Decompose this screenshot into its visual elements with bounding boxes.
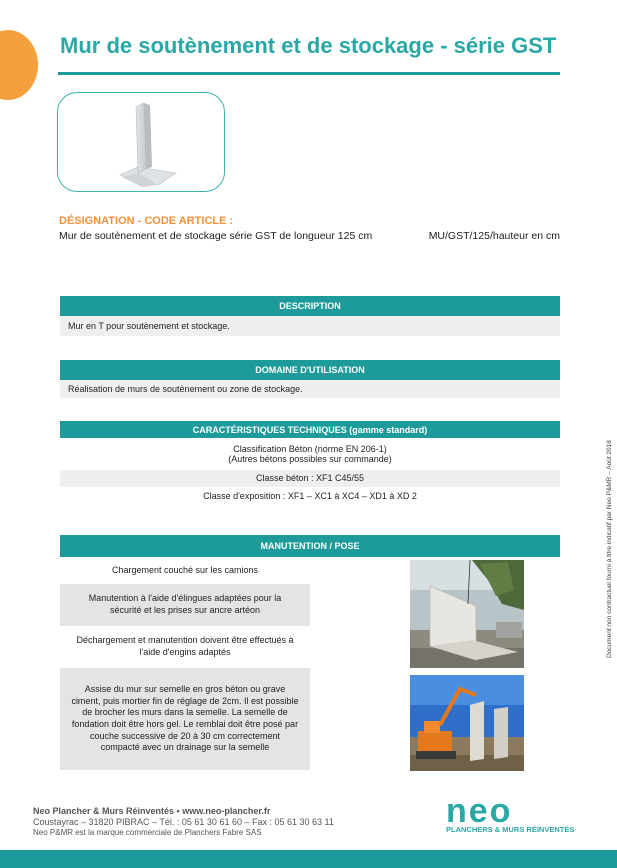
bottom-band [0, 850, 617, 868]
footer-company: Neo Plancher & Murs Réinventés • www.neo-plancher.fr [33, 806, 271, 816]
manutention-item-dechargement-line2: l'aide d'engins adaptés [139, 647, 231, 657]
footer-legal: Neo P&MR est la marque commerciale de Planchers Fabre SAS [33, 828, 262, 837]
domaine-header: DOMAINE D'UTILISATION [60, 360, 560, 380]
article-code: MU/GST/125/hauteur en cm [428, 230, 560, 242]
manutention-item-elingues-line2: sécurité et les prises sur ancre artéon [109, 605, 261, 615]
footer-address: Coustayrac – 31820 PIBRAC – Tél. : 05 61 30 61 60 – Fax : 05 61 30 63 11 [33, 817, 334, 827]
neo-logo-tagline: PLANCHERS & MURS RÉINVENTÉS [446, 825, 575, 834]
manutention-header: MANUTENTION / POSE [60, 535, 560, 557]
page-title: Mur de soutènement et de stockage - série GST [60, 33, 557, 58]
carac-classification-line2: (Autres bétons possibles sur commande) [228, 454, 392, 464]
manutention-item-elingues [60, 584, 310, 626]
wall-installation-photo [410, 675, 524, 771]
manutention-item-dechargement [60, 630, 310, 664]
carac-classification [60, 444, 560, 464]
neo-logo-word: neo [446, 792, 513, 830]
wall-handling-photo [410, 560, 524, 668]
carac-classification-line1: Classification Béton (norme EN 206-1) [233, 444, 387, 454]
carac-classe-beton: Classe béton : XF1 C45/55 [60, 470, 560, 487]
manutention-item-elingues-line1: Manutention à l'aide d'élingues adaptées pour la [88, 593, 282, 604]
designation-label: DÉSIGNATION - CODE ARTICLE : [59, 215, 234, 227]
neo-logo [440, 792, 590, 838]
wall-installation-photo-graphic [410, 675, 524, 771]
domaine-text: Réalisation de murs de soutènement ou zone de stockage. [60, 380, 560, 398]
manutention-item-dechargement-line1: Déchargement et manutention doivent être effectués à [76, 635, 294, 646]
manutention-item-chargement: Chargement couché sur les camions [111, 565, 259, 576]
t-wall-product-image [58, 93, 225, 192]
description-text: Mur en T pour soutènement et stockage. [60, 316, 560, 336]
product-image-frame [57, 92, 225, 192]
orange-corner-tab [0, 30, 38, 100]
title-underline [58, 72, 560, 75]
caracteristiques-header: CARACTÉRISTIQUES TECHNIQUES (gamme standard) [60, 421, 560, 438]
wall-handling-photo-graphic [410, 560, 524, 668]
manutention-item-assise: Assise du mur sur semelle en gros béton ou grave ciment, puis mortier fin de réglage de 2cm. Il est possible de brocher les murs dans la semelle. La semelle de fondation doit être hors gel. Le remblai doit être posé par couche successive de 20 à 30 cm correctement compacté avec un drainage sur la semelle [60, 668, 310, 770]
description-header: DESCRIPTION [60, 296, 560, 316]
carac-classe-exposition: Classe d'exposition : XF1 – XC1 à XC4 – XD1 à XD 2 [203, 491, 417, 501]
side-disclaimer: Document non contractuel fourni à titre indicatif par Neo P&MR – Août 2018 [606, 440, 613, 658]
designation-text: Mur de soutènement et de stockage série GST de longueur 125 cm [59, 230, 373, 242]
